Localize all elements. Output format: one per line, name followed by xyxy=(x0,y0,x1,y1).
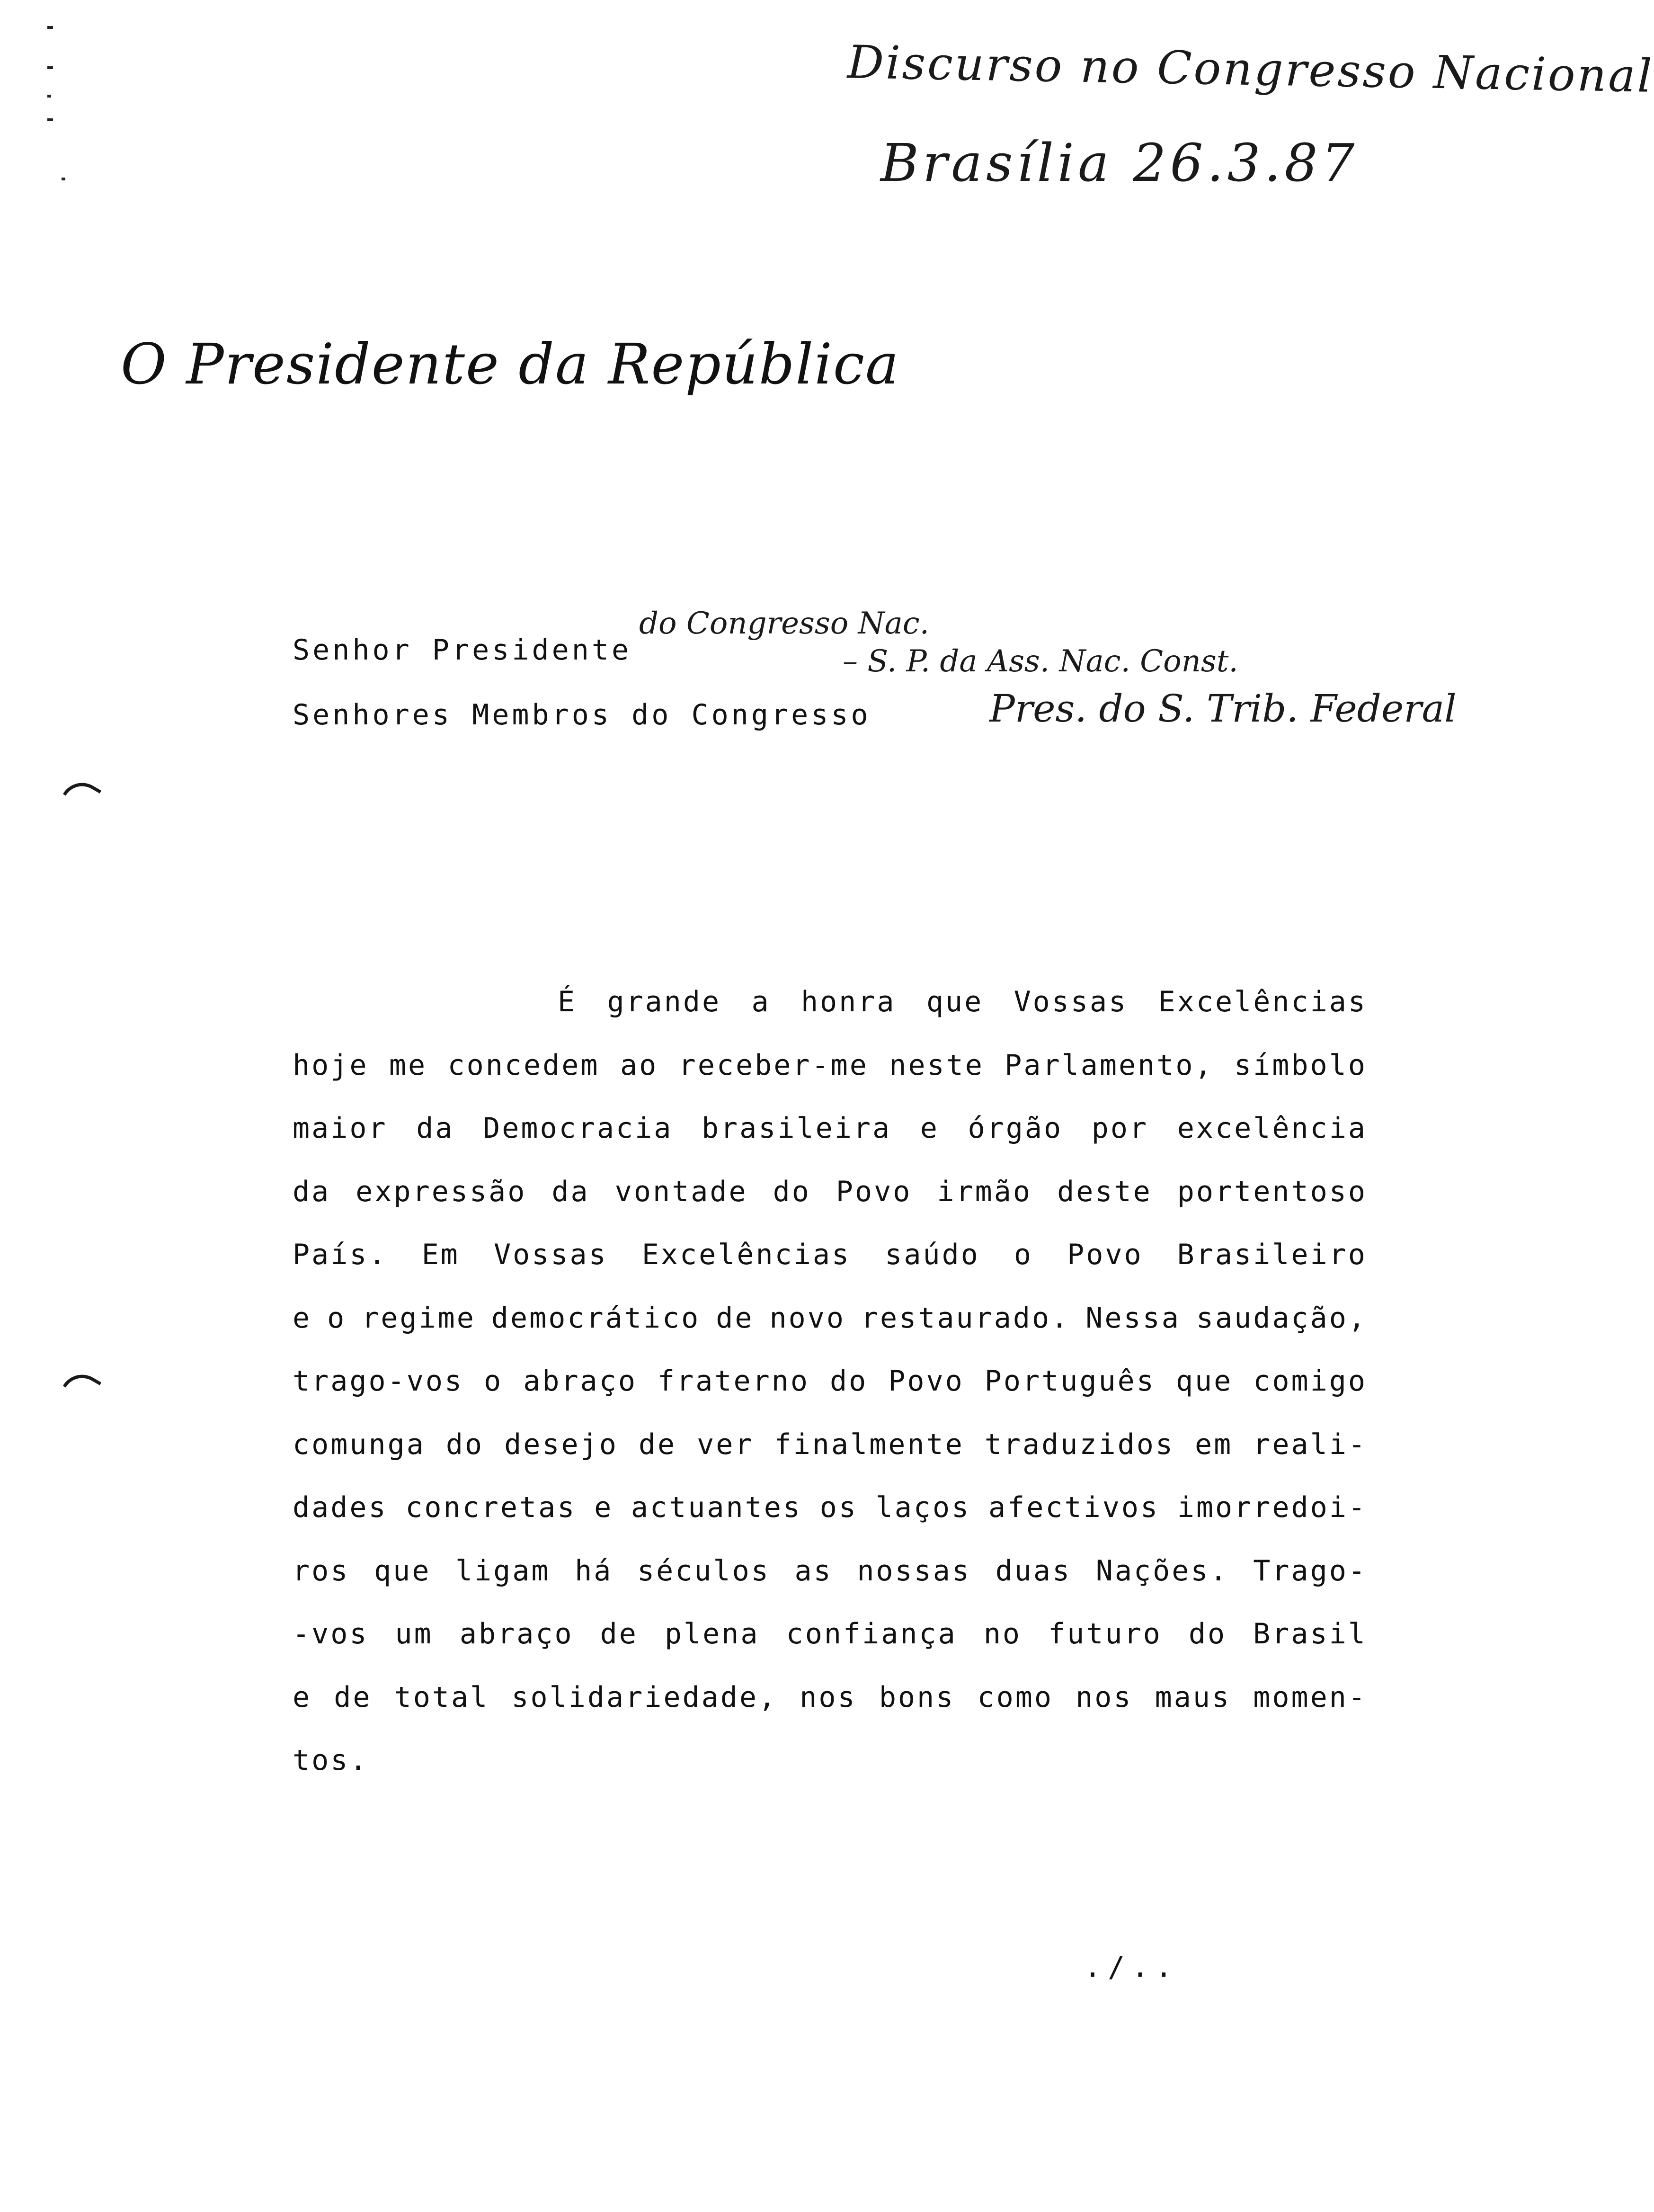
body-word: Nessa xyxy=(1085,1301,1181,1335)
edge-mark xyxy=(47,26,53,29)
body-line xyxy=(293,971,1367,1034)
body-word: expressão xyxy=(356,1175,527,1208)
body-word: de xyxy=(716,1301,754,1335)
body-word: É xyxy=(558,985,577,1018)
body-word: desejo xyxy=(504,1427,618,1461)
body-word: nossas xyxy=(857,1554,971,1588)
body-line xyxy=(293,1476,1367,1540)
body-word: bons xyxy=(879,1680,955,1714)
body-word: no xyxy=(983,1617,1022,1650)
body-word: vontade xyxy=(614,1175,748,1208)
body-word: Povo xyxy=(888,1365,964,1398)
body-word: da xyxy=(551,1175,590,1208)
body-word: concedem xyxy=(447,1048,600,1082)
body-word: novo xyxy=(769,1301,845,1335)
body-word: País. xyxy=(293,1238,388,1271)
body-word: saudação, xyxy=(1196,1301,1367,1335)
body-word: da xyxy=(293,1175,331,1208)
body-word: Brasileiro xyxy=(1177,1238,1367,1271)
body-word: fraterno xyxy=(657,1365,809,1398)
body-word: concretas xyxy=(405,1491,577,1524)
body-word: os xyxy=(819,1491,858,1524)
body-word: Português xyxy=(984,1365,1156,1398)
body-word: órgão xyxy=(968,1112,1063,1145)
body-word: que xyxy=(1175,1365,1233,1398)
margin-punch-mark xyxy=(63,775,102,810)
body-word: trago-vos xyxy=(293,1365,464,1398)
body-word: irmão xyxy=(937,1175,1032,1208)
body-line xyxy=(293,1287,1367,1350)
body-word: ao xyxy=(620,1048,658,1082)
body-word: nos xyxy=(1076,1680,1133,1714)
body-word: Vossas xyxy=(1014,985,1128,1018)
edge-mark xyxy=(47,118,53,121)
body-line: tos. xyxy=(293,1744,369,1777)
handwritten-salutation-note-3: Pres. do S. Trib. Federal xyxy=(989,687,1457,731)
body-line xyxy=(293,1540,1367,1603)
body-word: Brasil xyxy=(1253,1617,1367,1650)
body-word: confiança xyxy=(786,1617,957,1650)
body-word: comunga xyxy=(293,1427,426,1461)
body-word: Em xyxy=(421,1238,460,1271)
body-word: as xyxy=(794,1554,833,1588)
body-word: hoje xyxy=(293,1048,369,1082)
body-word: como xyxy=(977,1680,1053,1714)
body-word: Vossas xyxy=(494,1238,608,1271)
body-word: plena xyxy=(664,1617,760,1650)
body-word: Nações. xyxy=(1095,1554,1229,1588)
continuation-mark: ./.. xyxy=(1084,1951,1179,1984)
body-word: actuantes xyxy=(631,1491,802,1524)
salutation-line-2: Senhores Membros do Congresso xyxy=(293,698,871,731)
body-line xyxy=(293,1603,1367,1666)
edge-mark xyxy=(62,178,65,180)
body-word: saúdo xyxy=(885,1238,980,1271)
body-word: duas xyxy=(995,1554,1072,1588)
body-line xyxy=(293,1223,1367,1287)
letterhead: O Presidente da República xyxy=(121,331,900,397)
body-word: dades xyxy=(293,1491,388,1524)
body-word: honra xyxy=(800,985,896,1018)
body-word: Excelências xyxy=(641,1238,851,1271)
handwritten-note-place-date: Brasília 26.3.87 xyxy=(880,133,1359,193)
body-word: total xyxy=(394,1680,489,1714)
body-word: imorredoi- xyxy=(1177,1491,1367,1524)
body-word: e xyxy=(594,1491,614,1524)
body-word: Parlamento, xyxy=(1005,1048,1214,1082)
body-word: -vos xyxy=(293,1617,369,1650)
body-word: laços xyxy=(875,1491,971,1524)
body-line xyxy=(293,1350,1367,1413)
body-word: abraço xyxy=(523,1365,637,1398)
body-word: ros xyxy=(293,1554,350,1588)
body-word: ligam xyxy=(455,1554,551,1588)
body-word: restaurado. xyxy=(861,1301,1070,1335)
body-word: regime xyxy=(362,1301,476,1335)
body-word: solidariedade, xyxy=(511,1680,778,1714)
body-word: nos xyxy=(800,1680,857,1714)
body-word: há xyxy=(575,1554,613,1588)
body-word: do xyxy=(445,1427,484,1461)
body-word: maior xyxy=(293,1112,388,1145)
body-word: reali- xyxy=(1253,1427,1367,1461)
handwritten-note-title: Discurso no Congresso Nacional xyxy=(847,36,1654,103)
salutation-line-1: Senhor Presidente xyxy=(293,633,632,667)
speech-body xyxy=(293,971,1367,1793)
body-word: e xyxy=(920,1112,939,1145)
body-word: neste xyxy=(889,1048,984,1082)
body-word: Povo xyxy=(1067,1238,1143,1271)
body-word: de xyxy=(638,1427,677,1461)
body-word: de xyxy=(600,1617,638,1650)
body-word: o xyxy=(484,1365,503,1398)
body-word: momen- xyxy=(1253,1680,1367,1714)
body-word: de xyxy=(334,1680,372,1714)
body-word: portentoso xyxy=(1177,1175,1367,1208)
body-word: símbolo xyxy=(1234,1048,1367,1082)
body-word: traduzidos xyxy=(984,1427,1174,1461)
body-word: receber-me xyxy=(678,1048,869,1082)
body-word: ver xyxy=(697,1427,754,1461)
body-word: do xyxy=(829,1365,868,1398)
body-word: comigo xyxy=(1253,1365,1367,1398)
body-word: grande xyxy=(607,985,721,1018)
body-line xyxy=(293,1666,1367,1730)
body-word: maus xyxy=(1155,1680,1231,1714)
body-word: afectivos xyxy=(988,1491,1160,1524)
body-word: séculos xyxy=(637,1554,770,1588)
body-word: me xyxy=(389,1048,427,1082)
body-word: do xyxy=(1188,1617,1227,1650)
body-word: Trago- xyxy=(1253,1554,1367,1588)
body-line xyxy=(293,1034,1367,1097)
body-word: da xyxy=(416,1112,454,1145)
handwritten-salutation-note-1: do Congresso Nac. xyxy=(639,606,929,641)
body-word: em xyxy=(1194,1427,1233,1461)
body-word: o xyxy=(327,1301,347,1335)
edge-mark xyxy=(47,95,51,98)
body-line xyxy=(293,1160,1367,1224)
body-line xyxy=(293,1413,1367,1477)
body-line xyxy=(293,1097,1367,1160)
body-word: que xyxy=(926,985,984,1018)
body-word: abraço xyxy=(459,1617,574,1650)
body-word: Povo xyxy=(836,1175,912,1208)
body-word: e xyxy=(293,1680,312,1714)
body-word: democrático xyxy=(491,1301,701,1335)
body-word: deste xyxy=(1057,1175,1152,1208)
body-word: Excelências xyxy=(1158,985,1367,1018)
body-word: do xyxy=(773,1175,811,1208)
body-word: excelência xyxy=(1177,1112,1367,1145)
edge-mark xyxy=(47,66,53,69)
body-word: que xyxy=(373,1554,431,1588)
body-word: e xyxy=(293,1301,312,1335)
body-word: Democracia xyxy=(483,1112,673,1145)
body-word: por xyxy=(1091,1112,1149,1145)
handwritten-salutation-note-2: – S. P. da Ass. Nac. Const. xyxy=(843,644,1238,679)
body-word: finalmente xyxy=(774,1427,964,1461)
body-word: o xyxy=(1014,1238,1033,1271)
body-word: brasileira xyxy=(701,1112,892,1145)
body-word: a xyxy=(751,985,771,1018)
body-word: um xyxy=(395,1617,433,1650)
margin-punch-mark xyxy=(63,1366,102,1401)
body-word: futuro xyxy=(1048,1617,1162,1650)
